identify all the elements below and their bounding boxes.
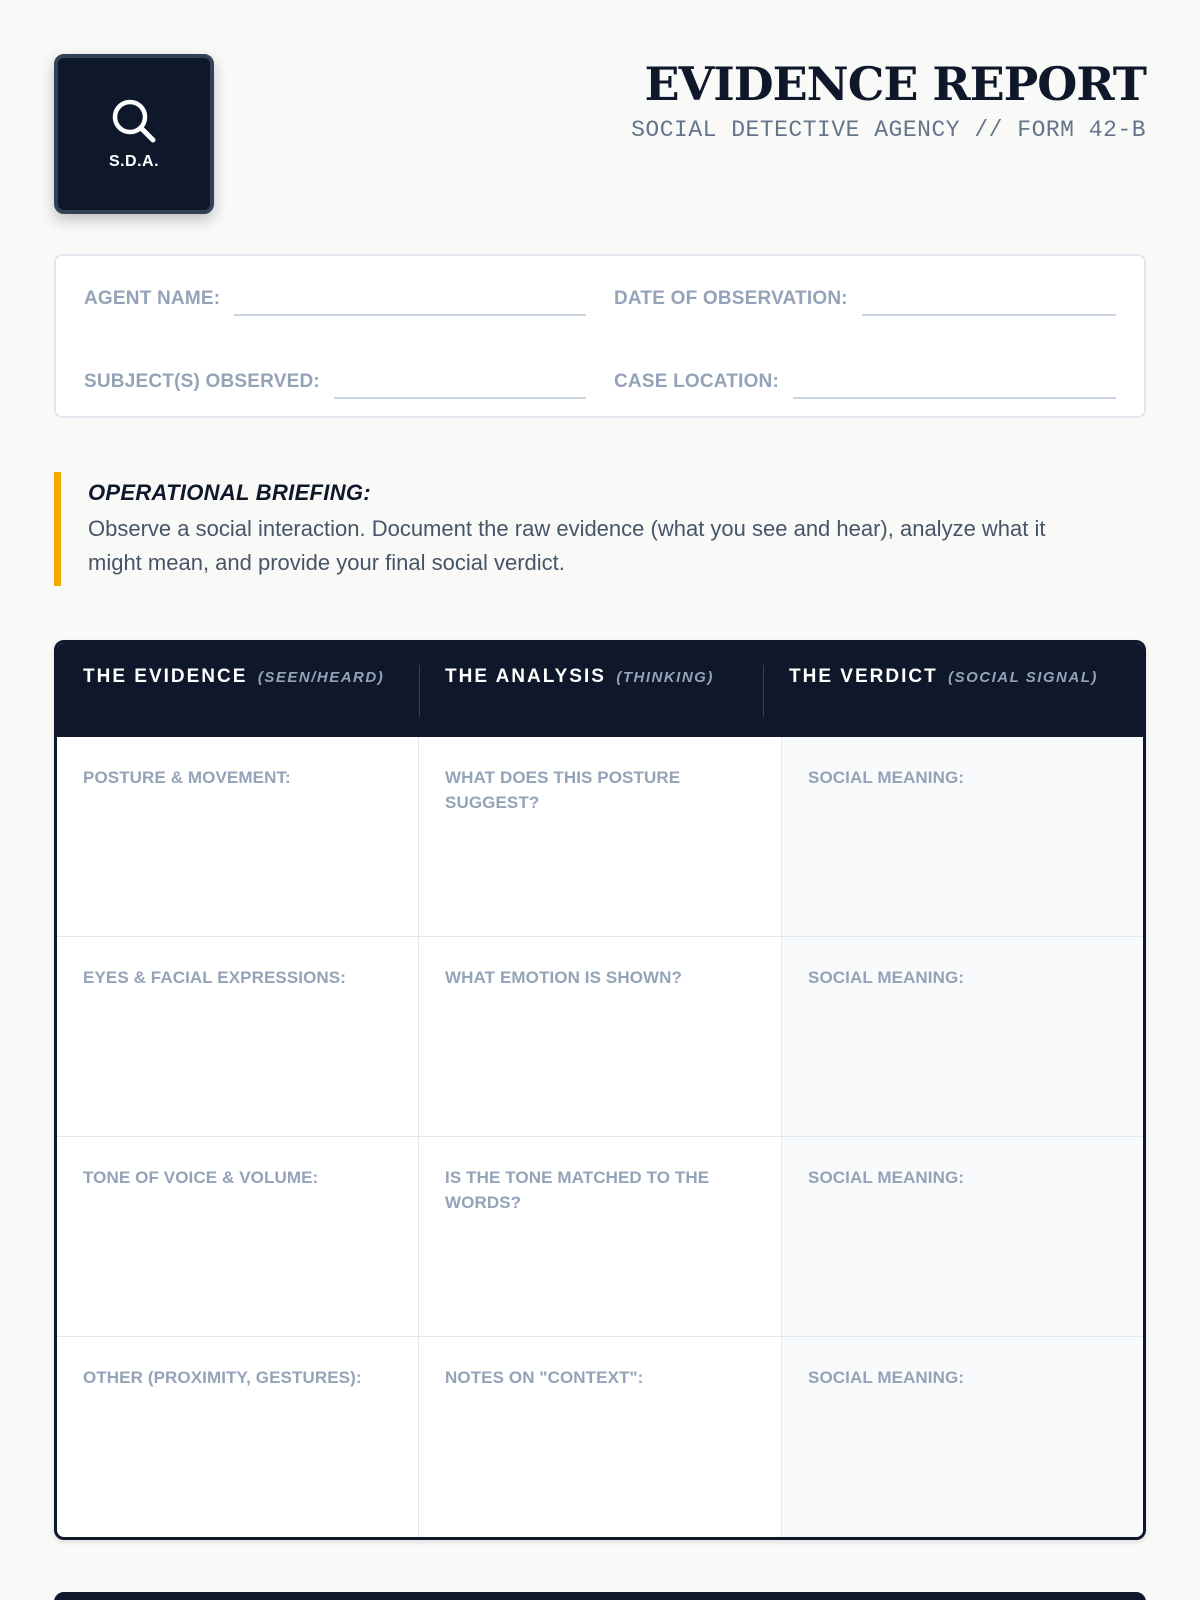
briefing-text: Observe a social interaction. Document the raw evidence (what you see and hear), analyze what it might mean, and provide your final social verdict. — [88, 516, 1046, 575]
date-field — [614, 286, 1116, 316]
evidence-cell[interactable] — [57, 1337, 419, 1537]
analysis-cell[interactable] — [419, 937, 782, 1137]
evidence-cell[interactable] — [57, 1137, 419, 1337]
cell-label: SOCIAL MEANING: — [808, 1168, 965, 1187]
column-subtitle: (SOCIAL SIGNAL) — [948, 669, 1098, 686]
magnifier-icon — [110, 97, 158, 145]
agent-name-label: AGENT NAME: — [84, 288, 221, 309]
verdict-cell[interactable] — [782, 1137, 1143, 1337]
location-input[interactable] — [793, 373, 1116, 399]
location-field — [614, 369, 1116, 399]
evidence-cell[interactable] — [57, 737, 419, 937]
location-label: CASE LOCATION: — [614, 371, 779, 392]
column-title: THE EVIDENCE — [83, 666, 248, 687]
analysis-cell[interactable] — [419, 1137, 782, 1337]
agent-name-field — [84, 286, 586, 316]
agency-badge — [54, 54, 214, 214]
cell-label: IS THE TONE MATCHED TO THE WORDS? — [445, 1168, 710, 1212]
agent-name-input[interactable] — [234, 290, 586, 316]
evidence-cell[interactable] — [57, 937, 419, 1137]
header — [54, 54, 1146, 214]
column-header-evidence — [57, 663, 419, 737]
cell-label: POSTURE & MOVEMENT: — [83, 768, 291, 787]
date-input[interactable] — [862, 290, 1116, 316]
briefing-title: OPERATIONAL BRIEFING: — [88, 480, 371, 505]
page-title: EVIDENCE REPORT — [644, 57, 1146, 111]
page-subtitle: SOCIAL DETECTIVE AGENCY // FORM 42-B — [631, 116, 1146, 143]
verdict-cell[interactable] — [782, 737, 1143, 937]
cell-label: EYES & FACIAL EXPRESSIONS: — [83, 968, 347, 987]
cell-label: WHAT EMOTION IS SHOWN? — [445, 968, 683, 987]
column-subtitle: (THINKING) — [616, 669, 714, 686]
cell-label: SOCIAL MEANING: — [808, 1368, 965, 1387]
next-section-edge — [54, 1592, 1146, 1600]
cell-label: SOCIAL MEANING: — [808, 968, 965, 987]
subjects-input[interactable] — [334, 373, 586, 399]
case-info-box — [54, 254, 1146, 418]
subjects-field — [84, 369, 586, 399]
column-header-analysis — [419, 663, 763, 737]
evidence-table — [54, 640, 1146, 1540]
date-label: DATE OF OBSERVATION: — [614, 288, 848, 309]
analysis-cell[interactable] — [419, 737, 782, 937]
badge-label: S.D.A. — [108, 153, 160, 170]
title-block — [631, 54, 1146, 143]
cell-label: SOCIAL MEANING: — [808, 768, 965, 787]
table-body — [57, 737, 1143, 1537]
verdict-cell[interactable] — [782, 1337, 1143, 1537]
column-title: THE VERDICT — [789, 666, 938, 687]
column-header-verdict — [763, 663, 1143, 737]
analysis-cell[interactable] — [419, 1337, 782, 1537]
cell-label: OTHER (PROXIMITY, GESTURES): — [83, 1368, 362, 1387]
column-subtitle: (SEEN/HEARD) — [257, 669, 385, 686]
cell-label: TONE OF VOICE & VOLUME: — [83, 1168, 319, 1187]
column-title: THE ANALYSIS — [445, 666, 606, 687]
cell-label: NOTES ON "CONTEXT": — [445, 1368, 644, 1387]
verdict-cell[interactable] — [782, 937, 1143, 1137]
subjects-label: SUBJECT(S) OBSERVED: — [84, 371, 320, 392]
cell-label: WHAT DOES THIS POSTURE SUGGEST? — [445, 768, 681, 812]
operational-briefing — [54, 472, 1146, 586]
table-header — [57, 643, 1143, 737]
